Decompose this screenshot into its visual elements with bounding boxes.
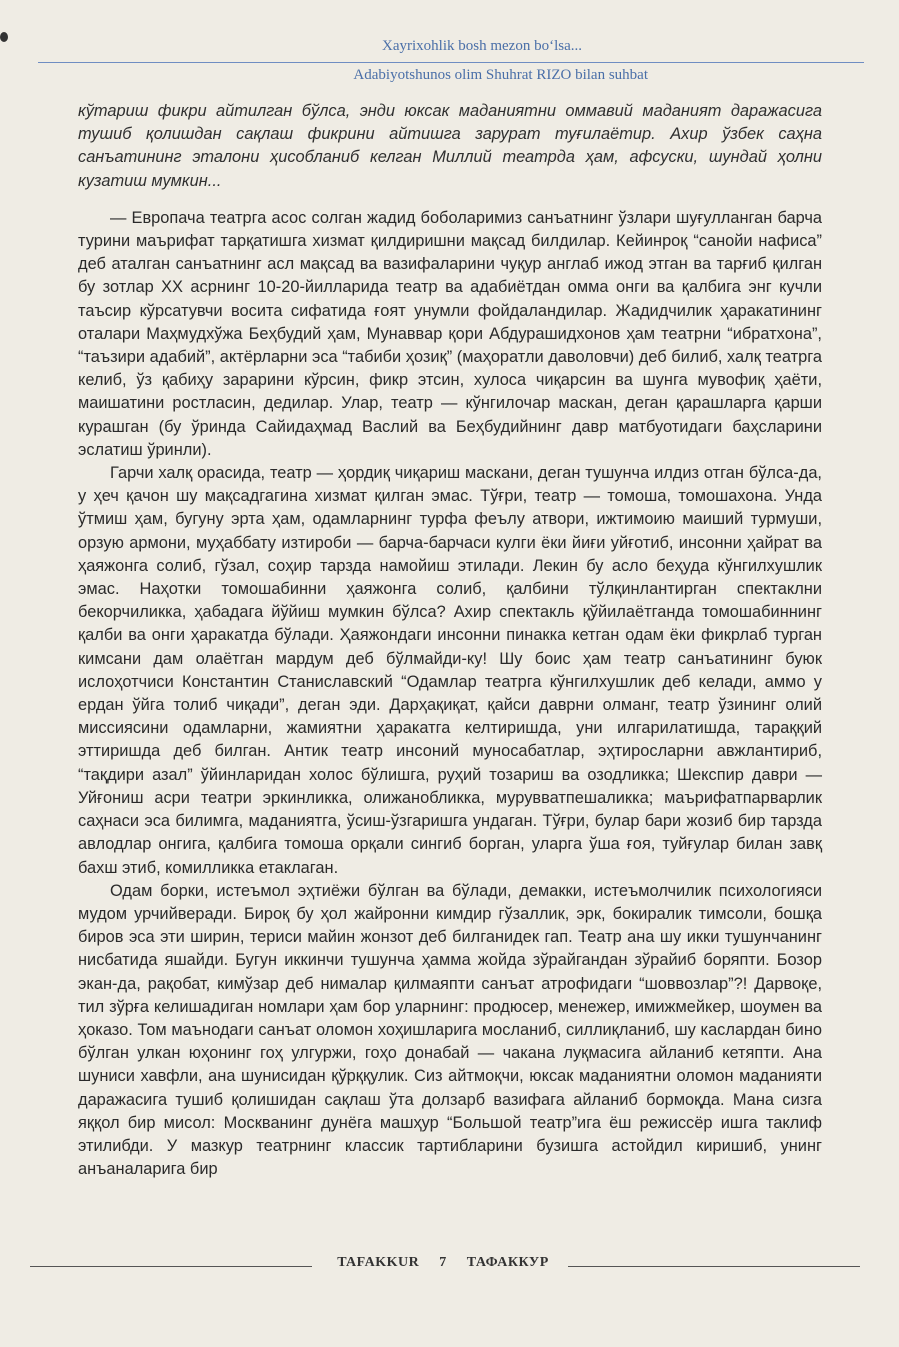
running-header: [38, 38, 864, 90]
header-title: Xayrixohlik bosh mezon bo‘lsa...: [382, 38, 582, 54]
paragraph-2: Гарчи халқ орасида, театр — ҳордиқ чиқариш маскани, деган тушунча илдиз отган бўлса-да, у ҳеч қачон шу мақсадгагина хизмат қилган эмас. Тўғри, театр — томоша, томошахона. Унда ўтмиш ҳам, бугуну эрта ҳам, одамларнинг турфа феълу атвори, ижтимоию маиший турмуши, орзую армони, муҳаббату изтироби — барча-барчаси кулги ёки йиғи уйғотиб, инсонни ҳайрат ва ҳаяжонга солиб, гўзал, соҳир тарзда намойиш этилади. Лекин бу асло беҳуда кўнгилхушлик эмас. Наҳотки томошабинни ҳаяжонга солиб, қалбини тўлқинлантирган спектаклни бекорчиликка, ҳабадага йўйиш мумкин бўлса? Ахир спектакль қўйилаётганда томошабиннинг қалби ва онги ҳаракатда бўлади. Ҳаяжондаги инсонни пинакка кетган одам ёки фикрлаб турган кимсани дам олаётган мардум деб бўлмайди-ку! Шу боис ҳам театр санъатининг буюк ислоҳотчиси Константин Станиславский “Одамлар театрга кўнгилхушлик деб келади, аммо у ердан ўйга толиб чиқади”, деган эди. Дарҳақиқат, қайси даврни олманг, театр ўзининг олий миссиясини одамларни, жамиятни ҳаракатга келтиришда, уни илгарилатишда, тараққий эттиришда деб билган. Антик театр инсоний муносабатлар, эҳтиросларни авжлантириб, “тақдири азал” ўйинларидан холос бўлишга, руҳий тозариш ва озодликка; Шекспир даври — Уйғониш асри театри эркинликка, олижанобликка, мурувватпешаликка; маърифатпарварлик саҳнаси эса билимга, маданиятга, ўсиш-ўзгаришга ундаган. Тўғри, булар бари жозиб бир тарзда авлодлар онгига, қалбига томоша орқали сингиб борган, уларга ўша ғоя, туйғулар билан завқ бахш этиб, комилликка етаклаган.: [78, 464, 822, 877]
page-edge-mark: [0, 32, 8, 42]
article-body: [78, 100, 822, 1181]
page-number: 7: [439, 1255, 447, 1270]
footer-magazine-cyrillic: ТАФАККУР: [466, 1255, 549, 1270]
paragraph-1: — Европача театрга асос солган жадид боболаримиз санъатнинг ўзлари шуғулланган барча турини маърифат тарқатишга хизмат қилдиришни мақсад билдилар. Кейинроқ “санойи нафиса” деб аталган санъатнинг асл мақсад ва вазифаларини чуқур англаб ижод этган ва тарғиб қилган бу зотлар XX асрнинг 10-20-йилларида театр ва адабиётдан омма онги ва қалбига энг кучли таъсир кўрсатувчи восита сифатида ғоят унумли фойдаландилар. Жадидчилик ҳаракатининг оталари Маҳмудхўжа Беҳбудий ҳам, Мунаввар қори Абдурашидхонов ҳам театрни “ибратхона”, “таъзири адабий”, актёрларни эса “табиби ҳозиқ” (маҳоратли даволовчи) деб билиб, халқ театрга келиб, ўз қабиҳу зарарини кўрсин, фикр этсин, хулоса чиқарсин ва шунга мувофиқ ҳаёти, маишатини ростласин, дедилар. Улар, театр — кўнгилочар маскан, деган қарашларга қарши курашган (бу ўринда Сайидаҳмад Васлий ва Беҳбудийнинг давр матбуотидаги баҳсларини эслатиш ўринли).: [78, 208, 822, 459]
footer-magazine-latin: TAFAKKUR: [337, 1255, 420, 1270]
footer-label: [318, 1255, 568, 1271]
footer-rule-right: [568, 1266, 860, 1267]
paragraph-3: Одам борки, истеъмол эҳтиёжи бўлган ва бўлади, демакки, истеъмолчилик психологияси мудом урчийверади. Бироқ бу ҳол жайронни кимдир гўзаллик, эрк, бокиралик тимсоли, бошқа биров эса эти ширин, териси майин жонзот деб билганидек гап. Театр ана шу икки тушунчанинг нисбатида яшайди. Бугун иккинчи тушунча ҳамма жойда зўрайгандан зўрайиб боряпти. Бозор экан-да, рақобат, кимўзар деб нималар қилмаяпти санъат атрофидаги “шоввозлар”?! Дарвоқе, тил зўрға келишадиган номлари ҳам бор уларнинг: продюсер, менежер, имижмейкер, шоумен ва ҳоказо. Том маънодаги санъат оломон хоҳишларига мосланиб, силлиқланиб, шу каслардан бино бўлган улкан юҳонинг гоҳ улгуржи, гоҳо донабай — чакана луқмасига айланиб кетяпти. Ана шуниси хавфли, ана шунисидан қўрққулик. Сиз айтмоқчи, юксак маданиятни оломон маданияти даражасига тушиб қолишидан сақлаш ўта долзарб вазифага айланиб бормоқда. Мана сизга яққол бир мисол: Москванинг дунёга машҳур “Большой театр”ига ёш режиссёр ишга таклиф этилибди. У мазкур театрнинг классик тартибларини бузишга астойдил киришиб, унинг анъаналарига бир: [78, 881, 822, 1179]
intro-question: кўтариш фикри айтилган бўлса, энди юксак маданиятни оммавий маданият даражасига тушиб қолишдан сақлаш фикрини айтишга зарурат туғилаётир. Ахир ўзбек саҳна санъатининг эталони ҳисобланиб келган Миллий театрда ҳам, афсуски, шундай ҳолни кузатиш мумкин...: [78, 102, 822, 190]
header-rule: [38, 62, 864, 63]
footer-rule-left: [30, 1266, 312, 1267]
page-footer: [30, 1255, 860, 1275]
header-subtitle: Adabiyotshunos olim Shuhrat RIZO bilan suhbat: [353, 67, 648, 83]
